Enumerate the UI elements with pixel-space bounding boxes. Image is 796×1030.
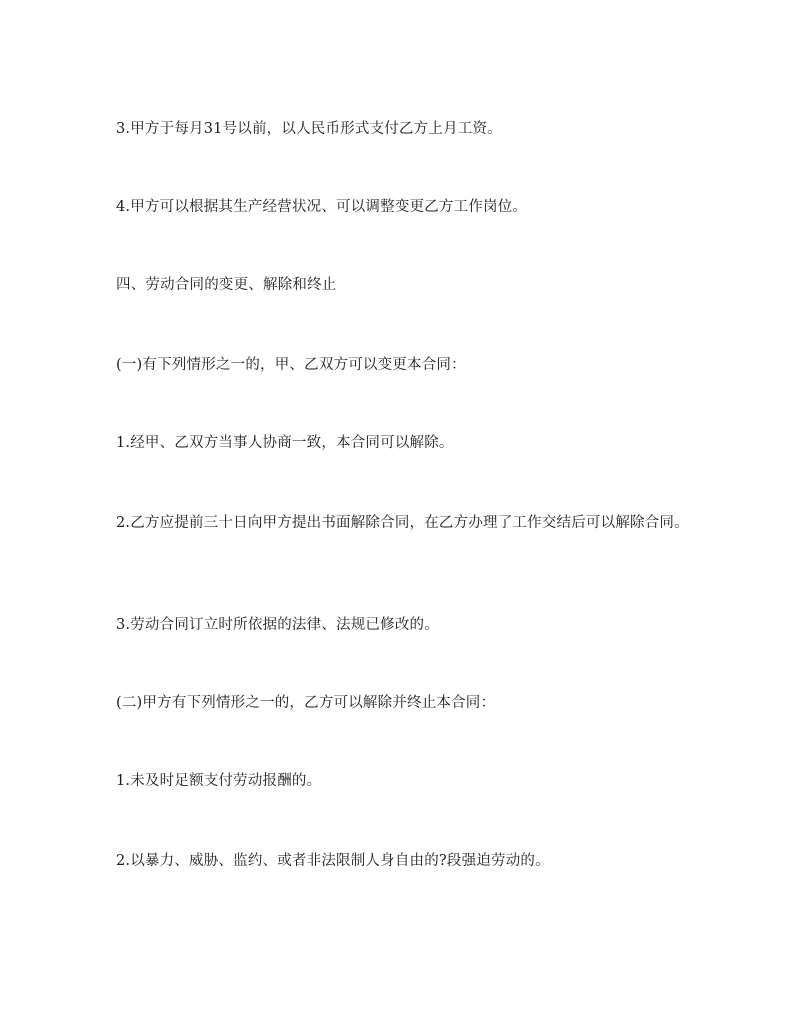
paragraph-mutual-agreement: 1.经甲、乙双方当事人协商一致，本合同可以解除。 — [116, 435, 454, 451]
paragraph-unpaid-wages: 1.未及时足额支付劳动报酬的。 — [116, 773, 322, 789]
paragraph-forced-labor: 2.以暴力、威胁、监约、或者非法限制人身自由的?段强迫劳动的。 — [116, 853, 550, 869]
paragraph-law-revision: 3.劳动合同订立时所依据的法律、法规已修改的。 — [116, 617, 439, 633]
paragraph-change-conditions: (一)有下列情形之一的，甲、乙双方可以变更本合同： — [116, 357, 466, 373]
section-heading-contract-change: 四、劳动合同的变更、解除和终止 — [116, 277, 337, 293]
paragraph-notice-termination: 2.乙方应提前三十日向甲方提出书面解除合同，在乙方办理了工作交结后可以解除合同。 — [116, 515, 689, 531]
paragraph-job-adjustment: 4.甲方可以根据其生产经营状况、可以调整变更乙方工作岗位。 — [116, 199, 528, 215]
paragraph-salary-payment: 3.甲方于每月31号以前，以人民币形式支付乙方上月工资。 — [116, 121, 502, 137]
paragraph-termination-conditions: (二)甲方有下列情形之一的，乙方可以解除并终止本合同： — [116, 695, 496, 711]
